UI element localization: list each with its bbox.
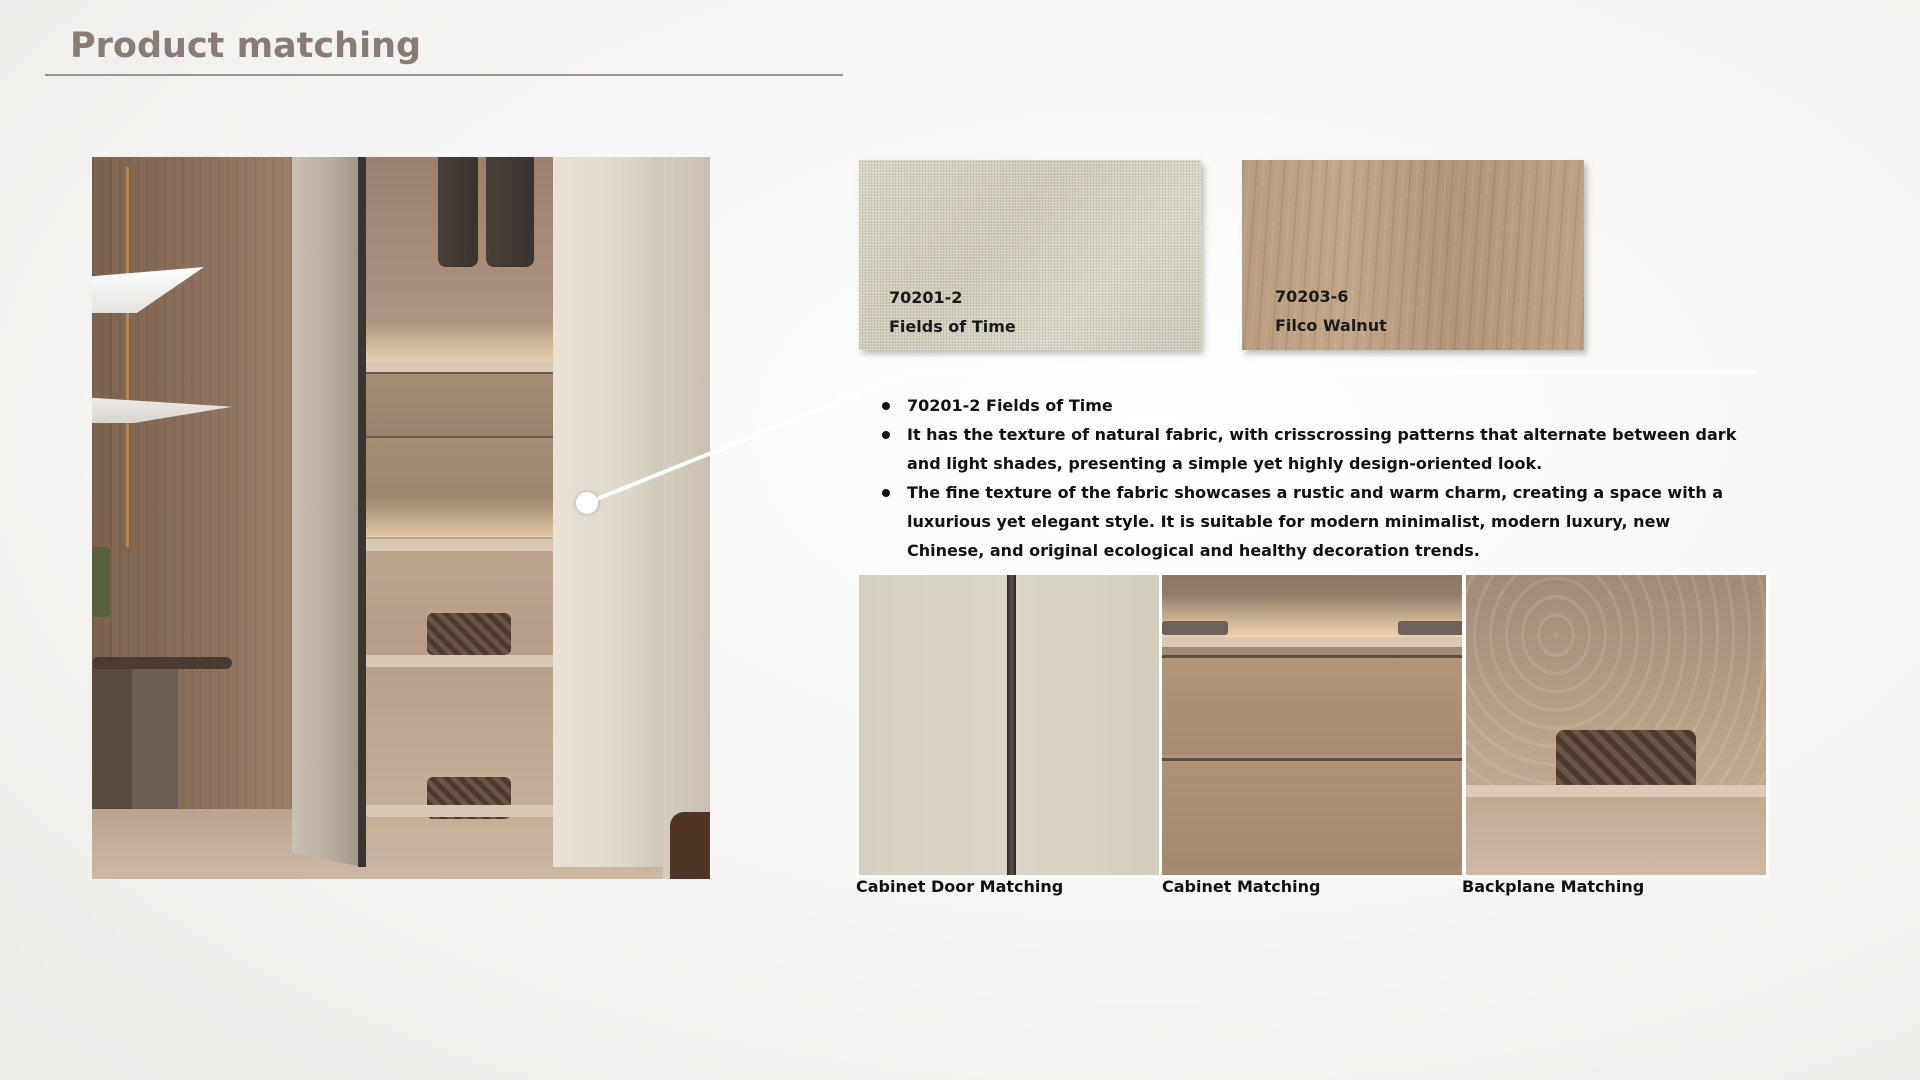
hanging-jacket [438, 157, 478, 267]
wardrobe-door-edge [358, 157, 366, 867]
backplane-matching-image [1466, 575, 1766, 875]
shelf-front [1466, 797, 1766, 875]
callout-dot [576, 492, 598, 514]
swatch-filco-walnut [1242, 160, 1584, 350]
door-handle [1007, 575, 1016, 875]
storage-box [1556, 730, 1696, 792]
wardrobe-scene-image [92, 157, 710, 879]
wardrobe-right-door [553, 157, 663, 867]
plant [92, 547, 110, 617]
swatch-name: Filco Walnut [1275, 316, 1387, 335]
drawer [1162, 655, 1462, 755]
swatch-code: 70203-6 [1275, 287, 1349, 306]
swatch-fields-of-time [859, 160, 1201, 350]
shelf-light [366, 497, 553, 537]
shelf [1466, 785, 1766, 797]
tile-label-cabinet-door: Cabinet Door Matching [856, 877, 1064, 896]
side-table-top [92, 657, 232, 669]
tile-label-backplane: Backplane Matching [1462, 877, 1645, 896]
swatch-code: 70201-2 [889, 288, 963, 307]
shelf [1162, 637, 1462, 647]
cabinet-door-matching-image [859, 575, 1159, 875]
shelf [366, 539, 553, 551]
drawer [366, 372, 553, 436]
page-title: Product matching [70, 26, 422, 66]
folded-clothes [1398, 621, 1462, 635]
tile-label-cabinet: Cabinet Matching [1162, 877, 1321, 896]
shelf [366, 805, 553, 817]
wardrobe-left-door [292, 157, 362, 867]
description-bullet: 70201-2 Fields of Time [880, 391, 1750, 420]
description-bullet: It has the texture of natural fabric, with crisscrossing patterns that alternate between dark and light shades, presenting a simple yet highly design-oriented look. [880, 420, 1750, 478]
description-list [880, 391, 1750, 565]
drawer [1162, 758, 1462, 868]
description-bullet: The fine texture of the fabric showcases a rustic and warm charm, creating a space with a luxurious yet elegant style. It is suitable for modern minimalist, modern luxury, new Chinese, and original ecological and healthy decoration trends. [880, 478, 1750, 565]
swatch-name: Fields of Time [889, 317, 1016, 336]
shelf-light [366, 322, 553, 362]
storage-box [427, 613, 511, 655]
hanging-jacket [486, 157, 534, 267]
shelf [366, 655, 553, 667]
folded-clothes [1162, 621, 1228, 635]
side-table-leg [132, 667, 178, 827]
title-underline [45, 74, 843, 76]
chair [670, 812, 710, 879]
side-wall [663, 157, 710, 879]
cabinet-matching-image [1162, 575, 1462, 875]
pendant-lamp-rod [126, 167, 129, 547]
